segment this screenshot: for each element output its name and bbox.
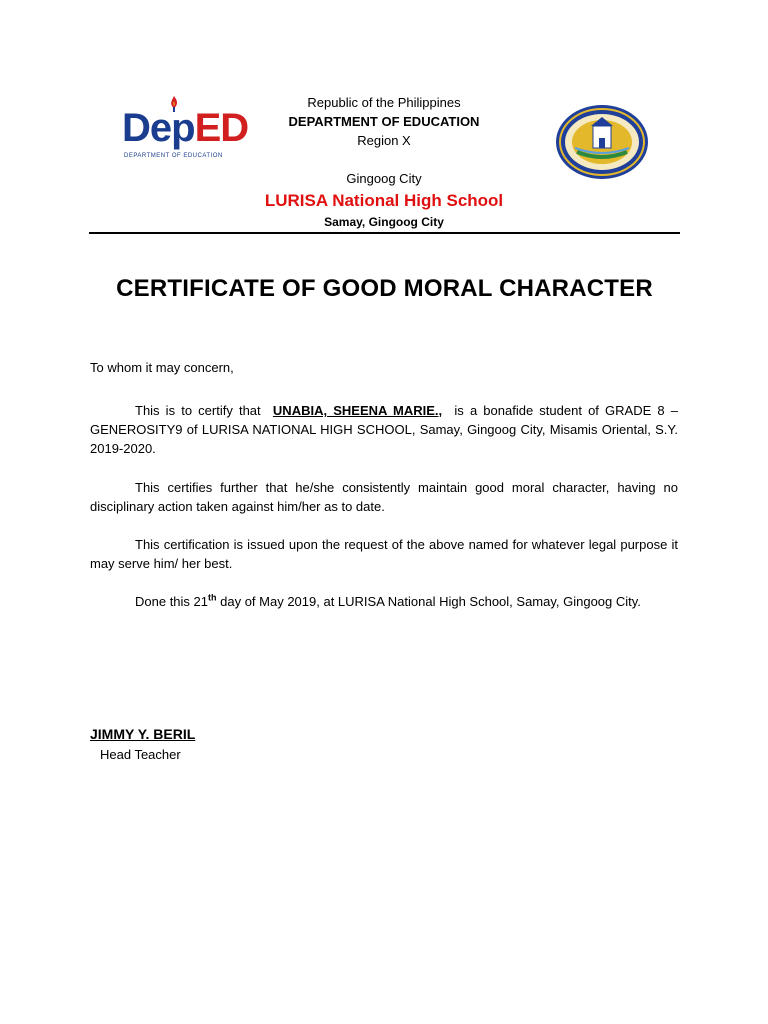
certify-intro-text: This is to certify that [135,403,261,418]
deped-wordmark-ed: ED [194,106,249,150]
school-seal-icon [555,104,649,180]
purpose-text: This certification is issued upon the request of the above named for whatever legal purpose it may serve him/ her best. [90,537,678,571]
paragraph-date [90,592,678,611]
paragraph-purpose [90,535,678,573]
signatory-name: JIMMY Y. BERIL [90,726,196,742]
date-text-end: day of May 2019, at LURISA National High School, Samay, Gingoog City. [220,594,641,609]
header-school-name: LURISA National High School [264,191,504,210]
salutation: To whom it may concern, [90,360,234,375]
certify-details-text: is a bonafide student of GRADE 8 – GENEROSITY9 of LURISA NATIONAL HIGH SCHOOL, Samay, Gingoog City, Misamis Oriental, S.Y. 2019-2020. [90,403,678,456]
header-school-address: Samay, Gingoog City [324,215,444,229]
header-republic: Republic of the Philippines [307,95,461,110]
date-ordinal-suffix: th [208,592,217,603]
student-name: UNABIA, SHEENA MARIE., [272,403,443,418]
header-region: Region X [357,133,411,148]
date-text-start: Done this 21 [135,594,208,609]
deped-wordmark-dep: Dep [122,106,195,150]
paragraph-certify [90,401,678,458]
header-divider [89,232,680,234]
header-department: DEPARTMENT OF EDUCATION [288,114,480,129]
conduct-text: This certifies further that he/she consistently maintain good moral character, having no disciplinary action taken against him/her as to date. [90,480,678,514]
paragraph-conduct [90,478,678,516]
certificate-title: CERTIFICATE OF GOOD MORAL CHARACTER [116,275,653,302]
header-city: Gingoog City [346,171,422,186]
deped-logo-subtitle: DEPARTMENT OF EDUCATION [124,153,223,159]
signatory-title: Head Teacher [100,747,181,762]
